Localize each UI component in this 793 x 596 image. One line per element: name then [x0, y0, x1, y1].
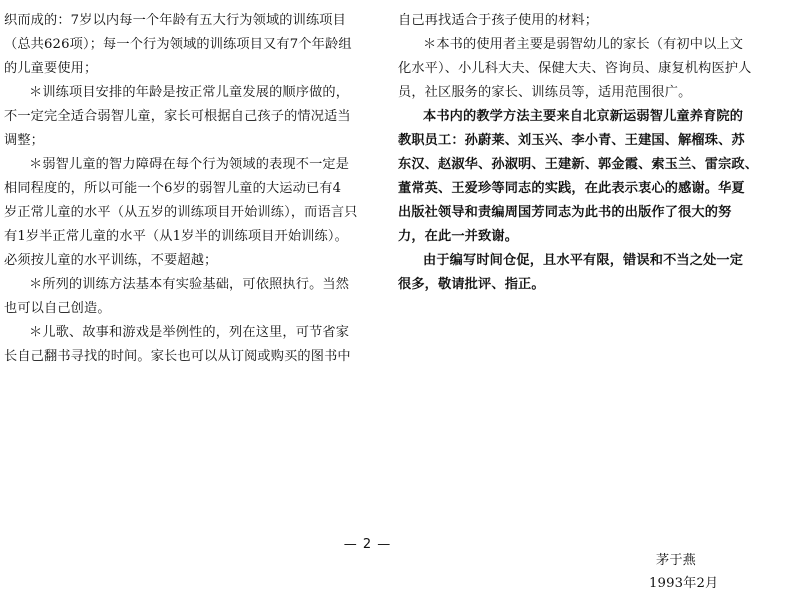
text-line: ＊弱智儿童的智力障碍在每个行为领域的表现不一定是: [29, 157, 350, 172]
text-line: 化水平）、小儿科大夫、保健大夫、咨询员、康复机构医护人: [398, 61, 752, 76]
signature-author: 茅于燕: [656, 553, 697, 568]
text-line: 出版社领导和责编周国芳同志为此书的出版作了很大的努: [398, 205, 732, 220]
left-column: [4, 9, 360, 369]
text-line: 必须按儿童的水平训练，不要超越；: [4, 253, 218, 268]
text-line: 织而成的：7岁以内每一个年龄有五大行为领域的训练项目: [4, 13, 346, 28]
text-line: 很多，敬请批评、指正。: [398, 277, 545, 292]
text-line: 教职员工：孙蔚莱、刘玉兴、李小青、王建国、解榴珠、苏: [398, 133, 745, 148]
signature-date: 1993年2月: [649, 576, 719, 591]
text-line: 本书内的教学方法主要来自北京新运弱智儿童养育院的: [423, 109, 744, 124]
text-line: 的儿童要使用；: [4, 61, 98, 76]
text-line: ＊儿歌、故事和游戏是举例性的，列在这里，可节省家: [29, 325, 350, 340]
text-line: 也可以自己创造。: [4, 301, 111, 316]
text-line: 相同程度的，所以可能一个6岁的弱智儿童的大运动已有4: [4, 181, 342, 196]
text-line: 由于编写时间仓促，且水平有限，错误和不当之处一定: [423, 253, 744, 268]
text-line: 董常英、王爱珍等同志的实践，在此表示衷心的感谢。华夏: [398, 181, 745, 196]
text-line: ＊本书的使用者主要是弱智幼儿的家长（有初中以上文: [423, 37, 744, 52]
text-line: 东汉、赵淑华、孙淑明、王建新、郭金霞、索玉兰、雷宗政、: [398, 157, 759, 172]
text-line: 调整；: [4, 133, 45, 148]
text-line: ＊所列的训练方法基本有实验基础，可依照执行。当然: [29, 277, 350, 292]
text-line: 不一定完全适合弱智儿童，家长可根据自己孩子的情况适当: [4, 109, 351, 124]
text-line: （总共626项）；每一个行为领域的训练项目又有7个年龄组: [4, 37, 352, 52]
text-line: ＊训练项目安排的年龄是按正常儿童发展的顺序做的，: [29, 85, 350, 100]
right-column: [398, 9, 759, 591]
page-number: — 2 —: [343, 537, 392, 552]
page-number-footer: [0, 537, 793, 552]
text-line: 自己再找适合于孩子使用的材料；: [398, 13, 599, 28]
text-line: 有1岁半正常儿童的水平（从1岁半的训练项目开始训练）。: [4, 229, 348, 244]
text-line: 力，在此一并致谢。: [398, 229, 519, 244]
text-line: 岁正常儿童的水平（从五岁的训练项目开始训练），而语言只: [4, 205, 358, 220]
text-line: 员，社区服务的家长、训练员等，适用范围很广。: [398, 85, 692, 100]
text-line: 长自己翻书寻找的时间。家长也可以从订阅或购买的图书中: [4, 349, 351, 364]
